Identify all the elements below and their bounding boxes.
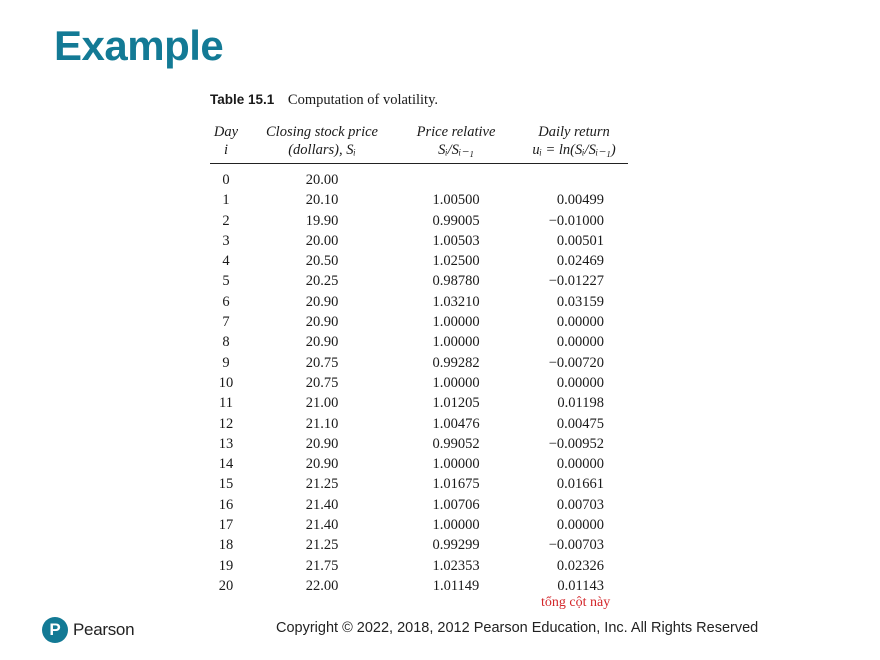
cell-day: 7: [222, 314, 230, 331]
table-row: [210, 231, 628, 251]
header-daily-return: [516, 123, 632, 159]
header-relative-line1: Price relative: [416, 124, 496, 140]
table-caption-label: Table 15.1: [210, 92, 275, 107]
cell-daily-return: 0.02326: [556, 557, 604, 574]
cell-price-relative: 1.00000: [432, 517, 480, 534]
handwritten-note: tổng cột này: [541, 595, 611, 610]
header-day: [210, 123, 242, 159]
cell-closing-price: 22.00: [305, 577, 339, 594]
cell-closing-price: 20.90: [305, 456, 339, 473]
cell-price-relative: 1.02353: [432, 557, 480, 574]
cell-closing-price: 20.10: [305, 192, 339, 209]
cell-daily-return: 0.00000: [556, 456, 604, 473]
cell-day: 20: [218, 577, 234, 594]
pearson-logo-icon: P: [42, 617, 68, 643]
cell-daily-return: 0.00000: [556, 517, 604, 534]
pearson-logo-text: Pearson: [73, 620, 135, 639]
cell-day: 19: [218, 557, 234, 574]
table-row: [210, 332, 628, 352]
cell-closing-price: 20.50: [305, 253, 339, 270]
cell-price-relative: 1.01675: [432, 476, 480, 493]
cell-closing-price: 21.10: [305, 415, 339, 432]
cell-closing-price: 20.75: [305, 374, 339, 391]
cell-day: 10: [218, 374, 234, 391]
cell-day: 6: [222, 293, 230, 310]
cell-daily-return: 0.00475: [556, 415, 604, 432]
cell-price-relative: 1.00476: [432, 415, 480, 432]
cell-price-relative: 1.01205: [432, 395, 480, 412]
cell-daily-return: 0.00000: [556, 374, 604, 391]
table-row: [210, 353, 628, 373]
header-day-line1: Day: [213, 124, 239, 140]
header-closing-price: [260, 123, 384, 159]
table-row: [210, 515, 628, 535]
table-row: [210, 271, 628, 291]
table-caption-text: Computation of volatility.: [287, 92, 439, 108]
cell-daily-return: 0.00501: [556, 232, 604, 249]
cell-daily-return: −0.00952: [548, 435, 604, 452]
header-price-relative: [406, 123, 506, 159]
table-body: [210, 170, 628, 596]
table-row: [210, 474, 628, 494]
cell-daily-return: −0.00703: [548, 537, 604, 554]
cell-closing-price: 21.40: [305, 496, 339, 513]
header-rule: [210, 163, 628, 164]
cell-price-relative: 1.00000: [432, 456, 480, 473]
cell-closing-price: 21.75: [305, 557, 339, 574]
cell-day: 18: [218, 537, 234, 554]
cell-closing-price: 20.90: [305, 314, 339, 331]
cell-price-relative: 1.00000: [432, 314, 480, 331]
cell-closing-price: 20.90: [305, 435, 339, 452]
cell-day: 12: [218, 415, 234, 432]
cell-price-relative: 1.01149: [432, 577, 480, 594]
table-header: [210, 123, 628, 159]
header-return-line1: Daily return: [538, 124, 610, 140]
cell-daily-return: 0.01143: [557, 577, 604, 594]
cell-daily-return: 0.03159: [556, 293, 604, 310]
cell-closing-price: 21.00: [305, 395, 339, 412]
header-return-line2: uᵢ = ln(Sᵢ/Sᵢ₋₁): [532, 142, 616, 158]
table-row: [210, 434, 628, 454]
cell-day: 16: [218, 496, 234, 513]
copyright-notice: Copyright © 2022, 2018, 2012 Pearson Education, Inc. All Rights Reserved: [276, 620, 759, 636]
cell-daily-return: 0.02469: [556, 253, 604, 270]
cell-day: 2: [222, 212, 230, 229]
table-row: [210, 251, 628, 271]
cell-day: 13: [218, 435, 234, 452]
cell-closing-price: 20.00: [305, 232, 339, 249]
cell-price-relative: 1.00000: [432, 374, 480, 391]
cell-daily-return: −0.01227: [548, 273, 604, 290]
table-row: [210, 312, 628, 332]
table-row: [210, 535, 628, 555]
cell-day: 5: [222, 273, 230, 290]
cell-price-relative: 1.00706: [432, 496, 480, 513]
pearson-logo: [42, 617, 134, 643]
cell-day: 8: [222, 334, 230, 351]
table-row: [210, 211, 628, 231]
table-row: [210, 414, 628, 434]
table-row: [210, 393, 628, 413]
cell-price-relative: 0.98780: [432, 273, 480, 290]
table-row: [210, 556, 628, 576]
cell-daily-return: 0.00499: [556, 192, 604, 209]
cell-closing-price: 21.25: [305, 476, 339, 493]
cell-price-relative: 0.99299: [432, 537, 480, 554]
cell-day: 11: [219, 395, 233, 412]
cell-closing-price: 20.90: [305, 293, 339, 310]
cell-day: 17: [218, 517, 234, 534]
table-row: [210, 576, 628, 596]
cell-daily-return: 0.00703: [556, 496, 604, 513]
cell-closing-price: 21.40: [305, 517, 339, 534]
cell-daily-return: −0.00720: [548, 354, 604, 371]
cell-closing-price: 20.90: [305, 334, 339, 351]
cell-closing-price: 20.25: [305, 273, 339, 290]
header-relative-line2: Sᵢ/Sᵢ₋₁: [438, 142, 474, 158]
cell-closing-price: 20.75: [305, 354, 339, 371]
table-row: [210, 190, 628, 210]
cell-day: 4: [222, 253, 230, 270]
header-closing-line2: (dollars), Sᵢ: [288, 142, 356, 158]
cell-price-relative: 1.02500: [432, 253, 480, 270]
cell-daily-return: 0.01198: [557, 395, 604, 412]
cell-closing-price: 21.25: [305, 537, 339, 554]
slide-title: Example: [54, 22, 224, 69]
cell-closing-price: 20.00: [305, 172, 339, 188]
header-closing-line1: Closing stock price: [266, 124, 378, 140]
cell-daily-return: −0.01000: [548, 212, 604, 229]
table-row: [210, 454, 628, 474]
table-row: [210, 170, 628, 190]
cell-price-relative: 1.00503: [432, 232, 480, 249]
cell-price-relative: 1.00500: [432, 192, 480, 209]
header-day-line2: i: [223, 142, 229, 158]
cell-day: 9: [222, 354, 230, 371]
table-row: [210, 373, 628, 393]
cell-price-relative: 1.03210: [432, 293, 480, 310]
table-row: [210, 495, 628, 515]
cell-daily-return: 0.00000: [556, 314, 604, 331]
cell-day: 0: [222, 172, 230, 188]
cell-day: 15: [218, 476, 234, 493]
table-row: [210, 292, 628, 312]
table-caption: [210, 92, 628, 109]
cell-closing-price: 19.90: [305, 212, 339, 229]
cell-price-relative: 0.99052: [432, 435, 480, 452]
cell-day: 14: [218, 456, 234, 473]
cell-price-relative: 0.99282: [432, 354, 480, 371]
cell-day: 1: [222, 192, 230, 209]
volatility-table: [210, 92, 628, 596]
cell-price-relative: 0.99005: [432, 212, 480, 229]
cell-daily-return: 0.00000: [556, 334, 604, 351]
cell-price-relative: 1.00000: [432, 334, 480, 351]
cell-daily-return: 0.01661: [556, 476, 604, 493]
cell-day: 3: [222, 232, 230, 249]
